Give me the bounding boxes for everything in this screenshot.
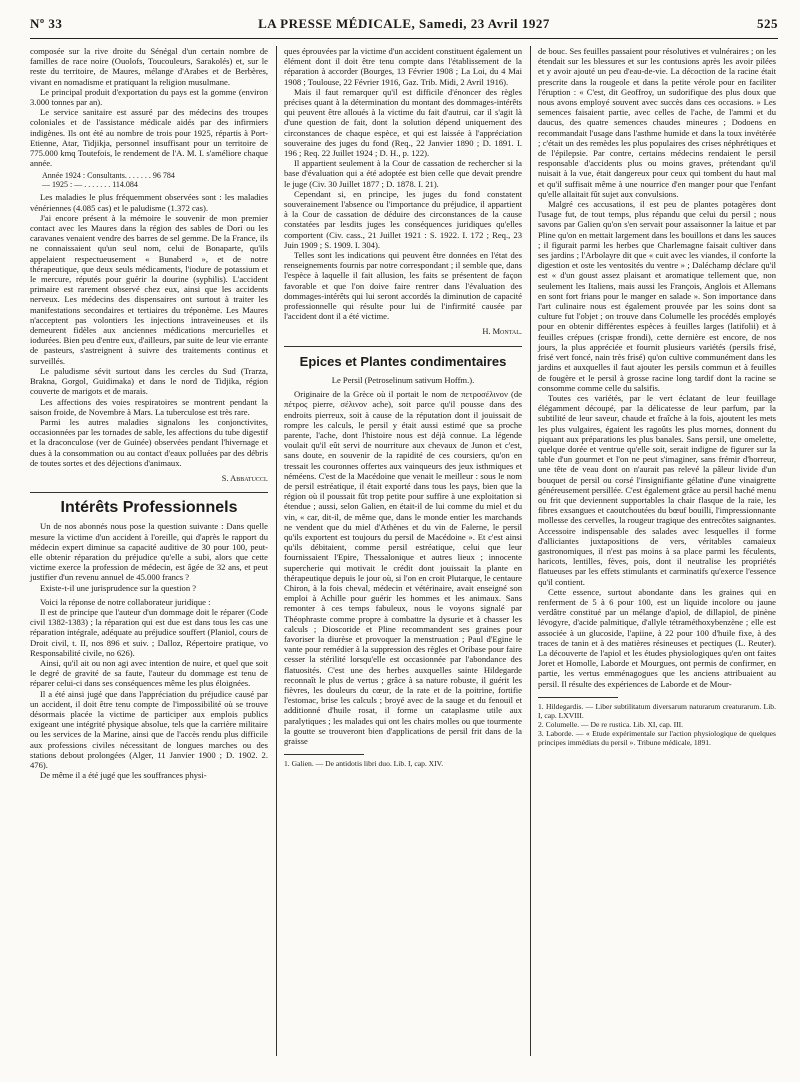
author-signature: H. Montal. [482,327,522,337]
paragraph: Le principal produit d'exportation du pays est la gomme (environ 3.000 tonnes par an). [30,86,268,108]
paragraph: Existe-t-il une jurisprudence sur la question ? [40,582,197,593]
paragraph: De même il a été jugé que les souffrances physi- [40,770,207,781]
footnote: 3. Laborde. — « Etude expérimentale sur l'action physiologique de quelques principes immédiats du persil ». Tribune médicale, 1891. [538,728,776,747]
paragraph: Malgré ces accusations, il est peu de plantes potagères dont l'usage fut, de tout temps, plus répandu que celui du persil ; nous savons par Galien qu'on s'en servait pour assaisonner la laitue et par Pline qu'on en mettait largement dans les bouillons et dans les sauces ; il figurait parmi les herbes que Charlemagne faisait cultiver dans ses jardins ; l'Arbolayre dit que « cuit avec les viandes, il conforte la digestion et oste les ventosités du ventre » ; Daléchamp déclare qu'il est « d'un goust assez plaisant et aromatique tellement que, non seulement les Italiens, mais aussi les François, Anglois et Allemans en sont fort frians pour le manger en salade ». Son importance dans l'art culinaire nous est également prouvée par les soins dont sa culture fut l'objet ; on trouve dans Columelle les procédés employés pour en obtenir différentes espèces à feuilles larges (latifolii) et à feuilles crépues (crispæ frondi), cette dernière est encore, de nos jours, la plus appréciée et fournit plusieurs variétés (persils frisé, frisé vert foncé, nain très frisé) qu'on cultive communément dans les jardins et auxquelles il faut ajouter les persils commun et à feuilles de fougère et le persil à grosse racine long tardif dont la racine se consomme comme celle du salsifis. [538,199,776,393]
paragraph: Mais il faut remarquer qu'il est difficile d'énoncer des règles précises quant à la détermination du montant des dommages-intérêts qui peuvent être alloués à la victime du fait d'autrui, car il s'agit là d'une question de fait, dont la solution dépend uniquement des circonstances de chaque espèce, et qui est laissée à l'appréciation souveraine des juges du fond (Req., 22 Janvier 1890 ; D. 1891. I. 196 ; Req. 22 Juillet 1924 ; D. H., p. 122). [284,86,522,159]
paragraph: composée sur la rive droite du Sénégal d'un certain nombre de familles de race noire (Ouolofs, Toucouleurs, Sarakolés) et, sur le reste du territoire, de Maures, mélange d'Arabes et de Berbères, vivant en nomadisme et pratiquant la religion musulmane. [30,46,268,87]
paragraph: Ainsi, qu'il ait ou non agi avec intention de nuire, et quel que soit le degré de gravité de sa faute, l'auteur du dommage est tenu de réparer celui-ci dans ses conséquences même les plus éloignées. [30,657,268,689]
paragraph: Le service sanitaire est assuré par des médecins des troupes coloniales et de l'assistance médicale aidés par des infirmiers indigènes. Ils ont été au nombre de trois pour 1925, répartis à Port-Etienne, Atar, Tidjikja, personnel insuffisant pour un territoire de 775.000 kmq Toutefois, le rendement de l'A. M. I. s'améliore chaque année. [30,107,268,169]
paragraph: Un de nos abonnés nous pose la question suivante : Dans quelle mesure la victime d'un accident à l'oreille, qui d'après le rapport du médecin expert diminue sa capacité auditive de 30 pour 100, peut-elle obtenir réparation du préjudice qu'elle a subi, alors que cette victime exerce la profession de médecin, est âgée de 32 ans, et peut justifier d'un revenu annuel de 45.000 francs ? [30,521,268,583]
paragraph: Le paludisme sévit surtout dans les cercles du Sud (Trarza, Brakna, Gorgol, Guidimaka) et dans le nord de Tidjika, région couverte de marigots et de marais. [30,365,268,397]
paragraph: J'ai encore présent à la mémoire le souvenir de mon premier contact avec les Maures dans la région des sables de Dori ou les caravanes venaient vendre des barres de sel gemme. De la France, ils ne connaissaient qu'un seul nom, celui de Bonaparte, qu'ils appelaient respectueusement « Bunaberd », et de notre thérapeutique, que deux seuls médicaments, l'iodure de potassium et le mercure, réputés pour guérir la dourine (syphilis). L'accident primaire est rarement observé chez eux, ainsi que les accidents nerveux. Les médecins des dispensaires ont surtout à traiter les manifestations secondaires et tertiaires du tréponème. Les Maures n'acceptent pas volontiers les injections intraveineuses et ils demeurent fidèles aux anciennes médications mercurielles et iodurées. Bien peu d'entre eux, d'ailleurs, par suite de leur vie errante de pasteurs, s'astreignent à suivre des traitements continus et surveillés. [30,212,268,366]
section-rule [284,346,522,347]
paragraph: Telles sont les indications qui peuvent être données en l'état des renseignements fournis par notre correspondant ; il semble que, dans l'espèce à laquelle il fait allusion, les faits se présentent de façon favorable et que l'on doive faire rentrer dans l'évaluation des dommages-intérêts qui lui seront accordés la diminution de capacité professionnelle qui résulte pour lui de l'infirmité causée par l'accident dont il a été victime. [284,250,522,322]
article-subtitle: Le Persil (Petroselinum sativum Hoffm.). [331,374,475,385]
page-title: LA PRESSE MÉDICALE, Samedi, 23 Avril 1927 [258,16,550,31]
section-heading: Epices et Plantes condimentaires [299,353,507,369]
paragraph: Originaire de la Grèce où il portait le nom de πετροσέλινον (de πέτρος pierre, σέλινον ache), soit parce qu'il pousse dans des endroits pierreux, soit à cause de la réputation dont il jouissait de rompre les calculs, le persil y était aussi estimé que sa proche parente, l'ache, dont l'histoire nous est déjà connue. La légende voulait qu'il eût servi de nourriture aux chevaux de Junon et c'est, sans doute, en souvenir de la rapidité de ces coursiers, qu'on en tressait les couronnes offertes aux vainqueurs des jeux isthmiques et néméens. C'est de la Macédoine que venait le meilleur : sous le nom de persil estréatique, il était exporté dans tous les pays, bien que la région où il poussait fût trop petite pour suffire à une exploitation si étendue ; aussi, selon Galien, en était-il de lui comme du miel et du vin, « car, dit-il, de même que, dans le monde entier les marchands ne vendent que du miel d'Athènes et du vin de Falerne, le persil qu'ils exportent est toujours du persil de Macédoine ». Et c'est ainsi qu'ils débitaient, comme persil estréatique, celui que leur fournissaient l'Epire, Thessalonique et autres lieux ; innocente supercherie qui motivait le crédit dont jouissait la plante en thérapeutique depuis le jour où, si l'on en croit Plutarque, le centaure Chiron, à la fois cheval, médecin et vétérinaire, avait enseigné son emploi à Achille pour guérir les hommes et les animaux. Sans remonter à ces temps fabuleux, nous le voyons signalé par Théophraste comme propre à combattre la dysurie et à chasser les calculs ; Dioscoride et Pline recommandent ses graines pour favoriser la diurèse et provoquer la menstruation ; Paul d'Egine le vante pour remédier à la suppression des règles et Oribase pour faire cesser la stérilité lorsqu'elle est occasionnée par l'abondance des flatuosités. C'est une des herbes auxquelles sainte Hildegarde reconnaît le plus de vertus ; grâce à sa nature robuste, il guérit les fièvres, les douleurs du cœur, de la rate et de la poitrine, fortifie l'estomac, brise les calculs ; broyé avec de la sauge et du fenouil et additionné d'huile rosat, il forme un cataplasme utile aux paralytiques ; les malades qui ont les chairs molles ou que tourmente la goutte se trouveront bien d'applications de persil frit dans de la graisse [284,389,522,746]
section-heading: Intérêts Professionnels [60,499,238,517]
paragraph: Toutes ces variétés, par le vert éclatant de leur feuillage élégamment découpé, par la délicatesse de leur parfum, par la subtilité de leur saveur, chaude et fraîche à la fois, ajoutent les mets les plus vulgaires, égaient les ragoûts les plus mornes, donnent du piquant aux préparations les plus banales. Sans persil, une omelette, quelque dorée et ventrue qu'elle soit, serait indigne de figurer sur la table d'un gourmet et l'on ne peut s'imaginer, sans frémir d'horreur, une tête de veau dont on n'aurait pas relevé la pâleur livide d'un bouquet de persil ou corsé l'insignifiante gélatine d'une vinaigrette généreusement persillée. C'est également grâce au persil haché menu ou frit que deviennent supportables la chair flasque de la raie, les fibres exsangues et caoutchoutées du bœuf bouilli, l'impressionnante mollesse des cervelles, la rougeur tragique des entrecôtes saignantes. Accessoire indispensable des salades avec lesquelles il forme d'alliciantes juxtapositions de vers, véritables camaieux gastronomiques, il n'est pas moins à sa place parmi les féculents, haricots, lentilles, fèves, pois, dont il neutralise les propriétés flatueuses par les effets stimulants et carminatifs qu'exerce l'essence qu'il contient. [538,392,776,587]
paragraph: Voici la réponse de notre collaborateur juridique : [40,596,211,607]
author-signature: S. Abbatucci. [221,473,268,483]
footnote: 1. Hildegardis. — Liber subtilitatum diversarum naturarum creaturarum. Lib. I, cap. LXVIII. [538,701,776,720]
paragraph: Les affections des voies respiratoires se montrent pendant la saison froide, de Novembre à Mars. La tuberculose est très rare. [30,396,268,417]
paragraph: Il est de principe que l'auteur d'un dommage doit le réparer (Code civil 1382-1383) ; la réparation qui est due est dans tous les cas une réparation intégrale, adéquate au préjudice souffert (Planiol, cours de Droit civil, t. II, nos 896 et suiv. ; Dalloz, Répertoire pratique, vo Responsabilité civile, no 626). [30,606,268,658]
stat-line: Année 1924 : Consultants. . . . . . . 96 784 [42,171,175,181]
section-rule [30,492,268,493]
footnote-rule [284,754,364,755]
column-divider [530,46,531,1056]
footnote: 1. Galien. — De antidotis libri duo. Lib. I, cap. XIV. [284,759,444,769]
paragraph: Il a été ainsi jugé que dans l'appréciation du préjudice causé par un accident, il doit être tenu compte de l'impossibilité où se trouve désormais placée la victime de participer aux emplois publics exigeant une intégrité physique absolue, tels que la carrière militaire ou les services de la Marine, ainsi que de l'accès rendu plus difficile aux professions civiles nécessitant de longues marches ou des stations debout prolongées (Alger, 11 Janvier 1900 ; D. 1902. 2. 476). [30,688,268,770]
column-3 [538,46,776,747]
column-1 [30,46,268,780]
paragraph: Les maladies le plus fréquemment observées sont : les maladies vénériennes (4.085 cas) et le paludisme (1.372 cas). [30,192,268,213]
page-number: 525 [757,16,778,31]
paragraph: ques éprouvées par la victime d'un accident constituent également un élément dont il doit être tenu compte dans l'établissement de la réparation à accorder (Bourges, 13 Février 1908 ; La Loi, du 4 Mai 1908 ; Toulouse, 22 Février 1916, Gaz. Trib. Midi, 2 Avril 1916). [284,46,522,87]
page-header [30,16,778,38]
header-rule [30,38,778,39]
issue-number: Nº 33 [30,16,63,31]
paragraph: Cependant si, en principe, les juges du fond constatent souverainement l'absence ou l'importance du préjudice, il appartient à la Cour de cassation de déduire des circonstances de la cause constatées par lesdits juges les conséquences juridiques qu'elles comportent (Civ. cass., 21 Juillet 1921 : S. 1922. I. 172 ; Req., 23 Juin 1909 ; S. 1909. I. 304). [284,188,522,250]
consultation-stats [42,171,268,189]
footnote-rule [538,697,618,698]
paragraph: Parmi les autres maladies signalons les conjonctivites, occasionnées par les tornades de sable, les affections du tube digestif et la draconculose (ver de Guinée) observées pendant l'hivernage et dues à la consommation ou au contact d'eaux polluées par des débris de toutes sortes et des déjections d'animaux. [30,416,268,468]
column-divider [276,46,277,1056]
column-2 [284,46,522,768]
paragraph: Cette essence, surtout abondante dans les graines qui en renferment de 5 à 6 pour 100, est un liquide incolore ou jaune verdâtre constitué par un mélange d'apiol, de dillapiol, de pinène lévogyre, d'acide palmitique, d'allyle tétraméthoxybenzène ; elle est associée à un glucoside, l'apiine, à 22 pour 100 d'huile fixe, à des traces de tanin et à des matières résineuses et pectiques (L. Reuter). La découverte de l'apiol et les études physiologiques qu'en ont faites Joret et Homolle, Laborde et Mourgues, ont permis de confirmer, en partie, les vertus emménagogues que les anciens attribuaient au persil. Il résulte des expériences de Laborde et de Mour- [538,586,776,689]
paragraph: Il appartient seulement à la Cour de cassation de rechercher si la base d'évaluation qui a été adoptée est bien celle que devait prendre le juge (Civ. 30 Juillet 1877 ; D. 1878. I. 21). [284,158,522,189]
stat-line: — 1925 : — . . . . . . . 114.084 [42,180,138,190]
footnote: 2. Columelle. — De re rustica. Lib. XI, cap. III. [538,719,684,729]
paragraph: de bouc. Ses feuilles passaient pour résolutives et vulnéraires ; on les étendait sur les blessures et sur les contusions après les avoir pilées et y avoir ajouté un peu d'eau-de-vie. La décoction de la racine était prescrite dans la rougeole et dans la petite vérole pour en faciliter l'éruption : « C'est, dit Geoffroy, un sudorifique des plus doux que nous avons employé souvent avec succès dans ces occasions. » Les semences faisaient partie, avec celles de l'ache, de l'ammi et du daucus, des quatre semences chaudes mineures ; Dodoens en recommandait l'usage dans l'asthme humide et dans la toux invétérée ; c'était un des remèdes les plus populaires des crises néphrétiques et de l'épilepsie. Par contre, certains médecins rendaient le persil responsable d'accidents plus ou moins graves, prétendant qu'il nuisait à la vue, était dangereux pour ceux qui tombent du haut mal et qu'il suffisait même à une nourrice d'en manger pour que l'enfant qu'elle allaitait fût sujet aux convulsions. [538,46,776,199]
